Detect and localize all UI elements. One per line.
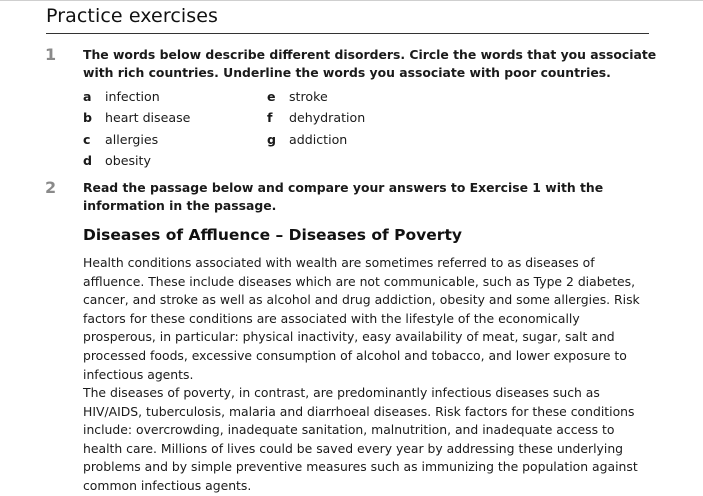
title-underline [46, 33, 649, 34]
option-letter: a [83, 89, 92, 104]
option-text: addiction [289, 132, 348, 147]
option-a [83, 88, 160, 106]
option-text: allergies [105, 132, 159, 147]
option-e [267, 88, 328, 106]
section-title: Practice exercises [46, 5, 219, 27]
option-text: infection [105, 89, 160, 104]
option-letter: d [83, 153, 93, 168]
exercise-1-number: 1 [45, 45, 57, 64]
option-letter: f [267, 110, 273, 125]
option-text: heart disease [105, 110, 191, 125]
option-text: dehydration [289, 110, 366, 125]
exercise-1-instruction: The words below describe different disorders. Circle the words that you associate with rich countries. Underline the words you associate with poor countries. [83, 47, 657, 80]
option-letter: g [267, 132, 277, 147]
option-g [267, 131, 347, 149]
passage-title: Diseases of Affluence – Diseases of Poverty [83, 226, 462, 244]
option-letter: c [83, 132, 91, 147]
option-b [83, 109, 190, 127]
option-c [83, 131, 158, 149]
option-text: stroke [289, 89, 328, 104]
option-letter: b [83, 110, 93, 125]
top-divider [0, 0, 703, 1]
exercise-2-number: 2 [45, 178, 57, 197]
passage-paragraph-2: The diseases of poverty, in contrast, are predominantly infectious diseases such as HIV/AIDS, tuberculosis, malaria and diarrhoeal diseases. Risk factors for these conditions include: overcrowding, inadequate sanitation, malnutrition, and inadequate access to health care. Millions of lives could be saved every year by addressing these underlying problems and by simple preventive measures such as immunizing the population against common infectious agents. [83, 385, 638, 493]
option-text: obesity [105, 153, 151, 168]
option-d [83, 152, 151, 170]
option-f [267, 109, 365, 127]
passage-paragraph-1: Health conditions associated with wealth are sometimes referred to as diseases of affluence. These include diseases which are not communicable, such as Type 2 diabetes, cancer, and stroke as well as alcohol and drug addiction, obesity and some allergies. Risk factors for these conditions are associated with the lifestyle of the economically prosperous, in particular: physical inactivity, easy availability of meat, sugar, salt and processed foods, excessive consumption of alcohol and tobacco, and lower exposure to infectious agents. [83, 255, 640, 382]
option-letter: e [267, 89, 276, 104]
exercise-2-instruction: Read the passage below and compare your answers to Exercise 1 with the information in the passage. [83, 180, 604, 213]
